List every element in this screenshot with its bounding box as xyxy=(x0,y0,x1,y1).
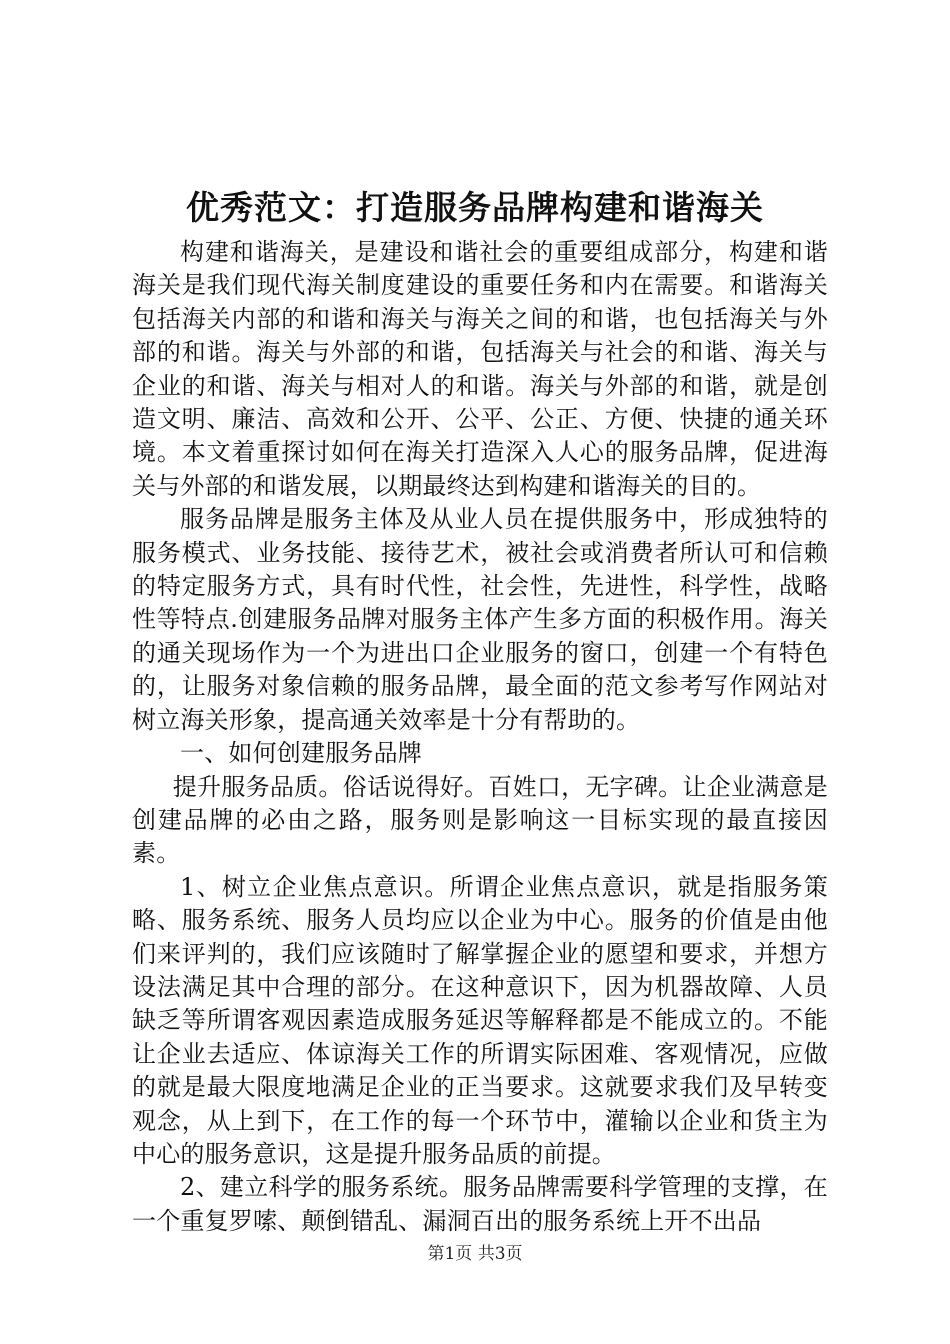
section-heading: 一、如何创建服务品牌 xyxy=(180,739,422,768)
paragraph-point-1: 1、树立企业焦点意识。所谓企业焦点意识，就是指服务策略、服务系统、服务人员均应以企业为中心。服务的价值是由他们来评判的，我们应该随时了解掌握企业的愿望和要求，并想方设法满足其中合理的部分。在这种意识下，因为机器故障、人员缺乏等所谓客观因素造成服务延迟等解释都是不能成立的。不能让企业去适应、体谅海关工作的所谓实际困难、客观情况，应做的就是最大限度地满足企业的正当要求。这就要求我们及早转变观念，从上到下，在工作的每一个环节中，灌输以企业和货主为中心的服务意识，这是提升服务品质的前提。 xyxy=(132,872,828,1168)
paragraph-point-2: 2、建立科学的服务系统。服务品牌需要科学管理的支撑，在一个重复罗嗦、颠倒错乱、漏洞百出的服务系统上开不出品 xyxy=(132,1173,828,1235)
page-footer: 第1页 共3页 xyxy=(427,1244,523,1264)
document-body xyxy=(132,236,828,1238)
paragraph-intro: 构建和谐海关，是建设和谐社会的重要组成部分，构建和谐海关是我们现代海关制度建设的重要任务和内在需要。和谐海关包括海关内部的和谐和海关与海关之间的和谐，也包括海关与外部的和谐。海关与外部的和谐，包括海关与社会的和谐、海关与企业的和谐、海关与相对人的和谐。海关与外部的和谐，就是创造文明、廉洁、高效和公开、公平、公正、方便、快捷的通关环境。本文着重探讨如何在海关打造深入人心的服务品牌，促进海关与外部的和谐发展，以期最终达到构建和谐海关的目的。 xyxy=(132,238,828,500)
paragraph-service-brand: 服务品牌是服务主体及从业人员在提供服务中，形成独特的服务模式、业务技能、接待艺术，被社会或消费者所认可和信赖的特定服务方式，具有时代性，社会性，先进性，科学性，战略性等特点.创建服务品牌对服务主体产生多方面的积极作用。海关的通关现场作为一个为进出口企业服务的窗口，创建一个有特色的，让服务对象信赖的服务品牌，最全面的范文参考写作网站对树立海关形象，提高通关效率是十分有帮助的。 xyxy=(132,505,828,734)
document-title: 优秀范文：打造服务品牌构建和谐海关 xyxy=(186,188,764,227)
paragraph-service-quality: 提升服务品质。俗话说得好。百姓口，无字碑。让企业满意是创建品牌的必由之路，服务则是影响这一目标实现的最直接因素。 xyxy=(132,772,828,868)
